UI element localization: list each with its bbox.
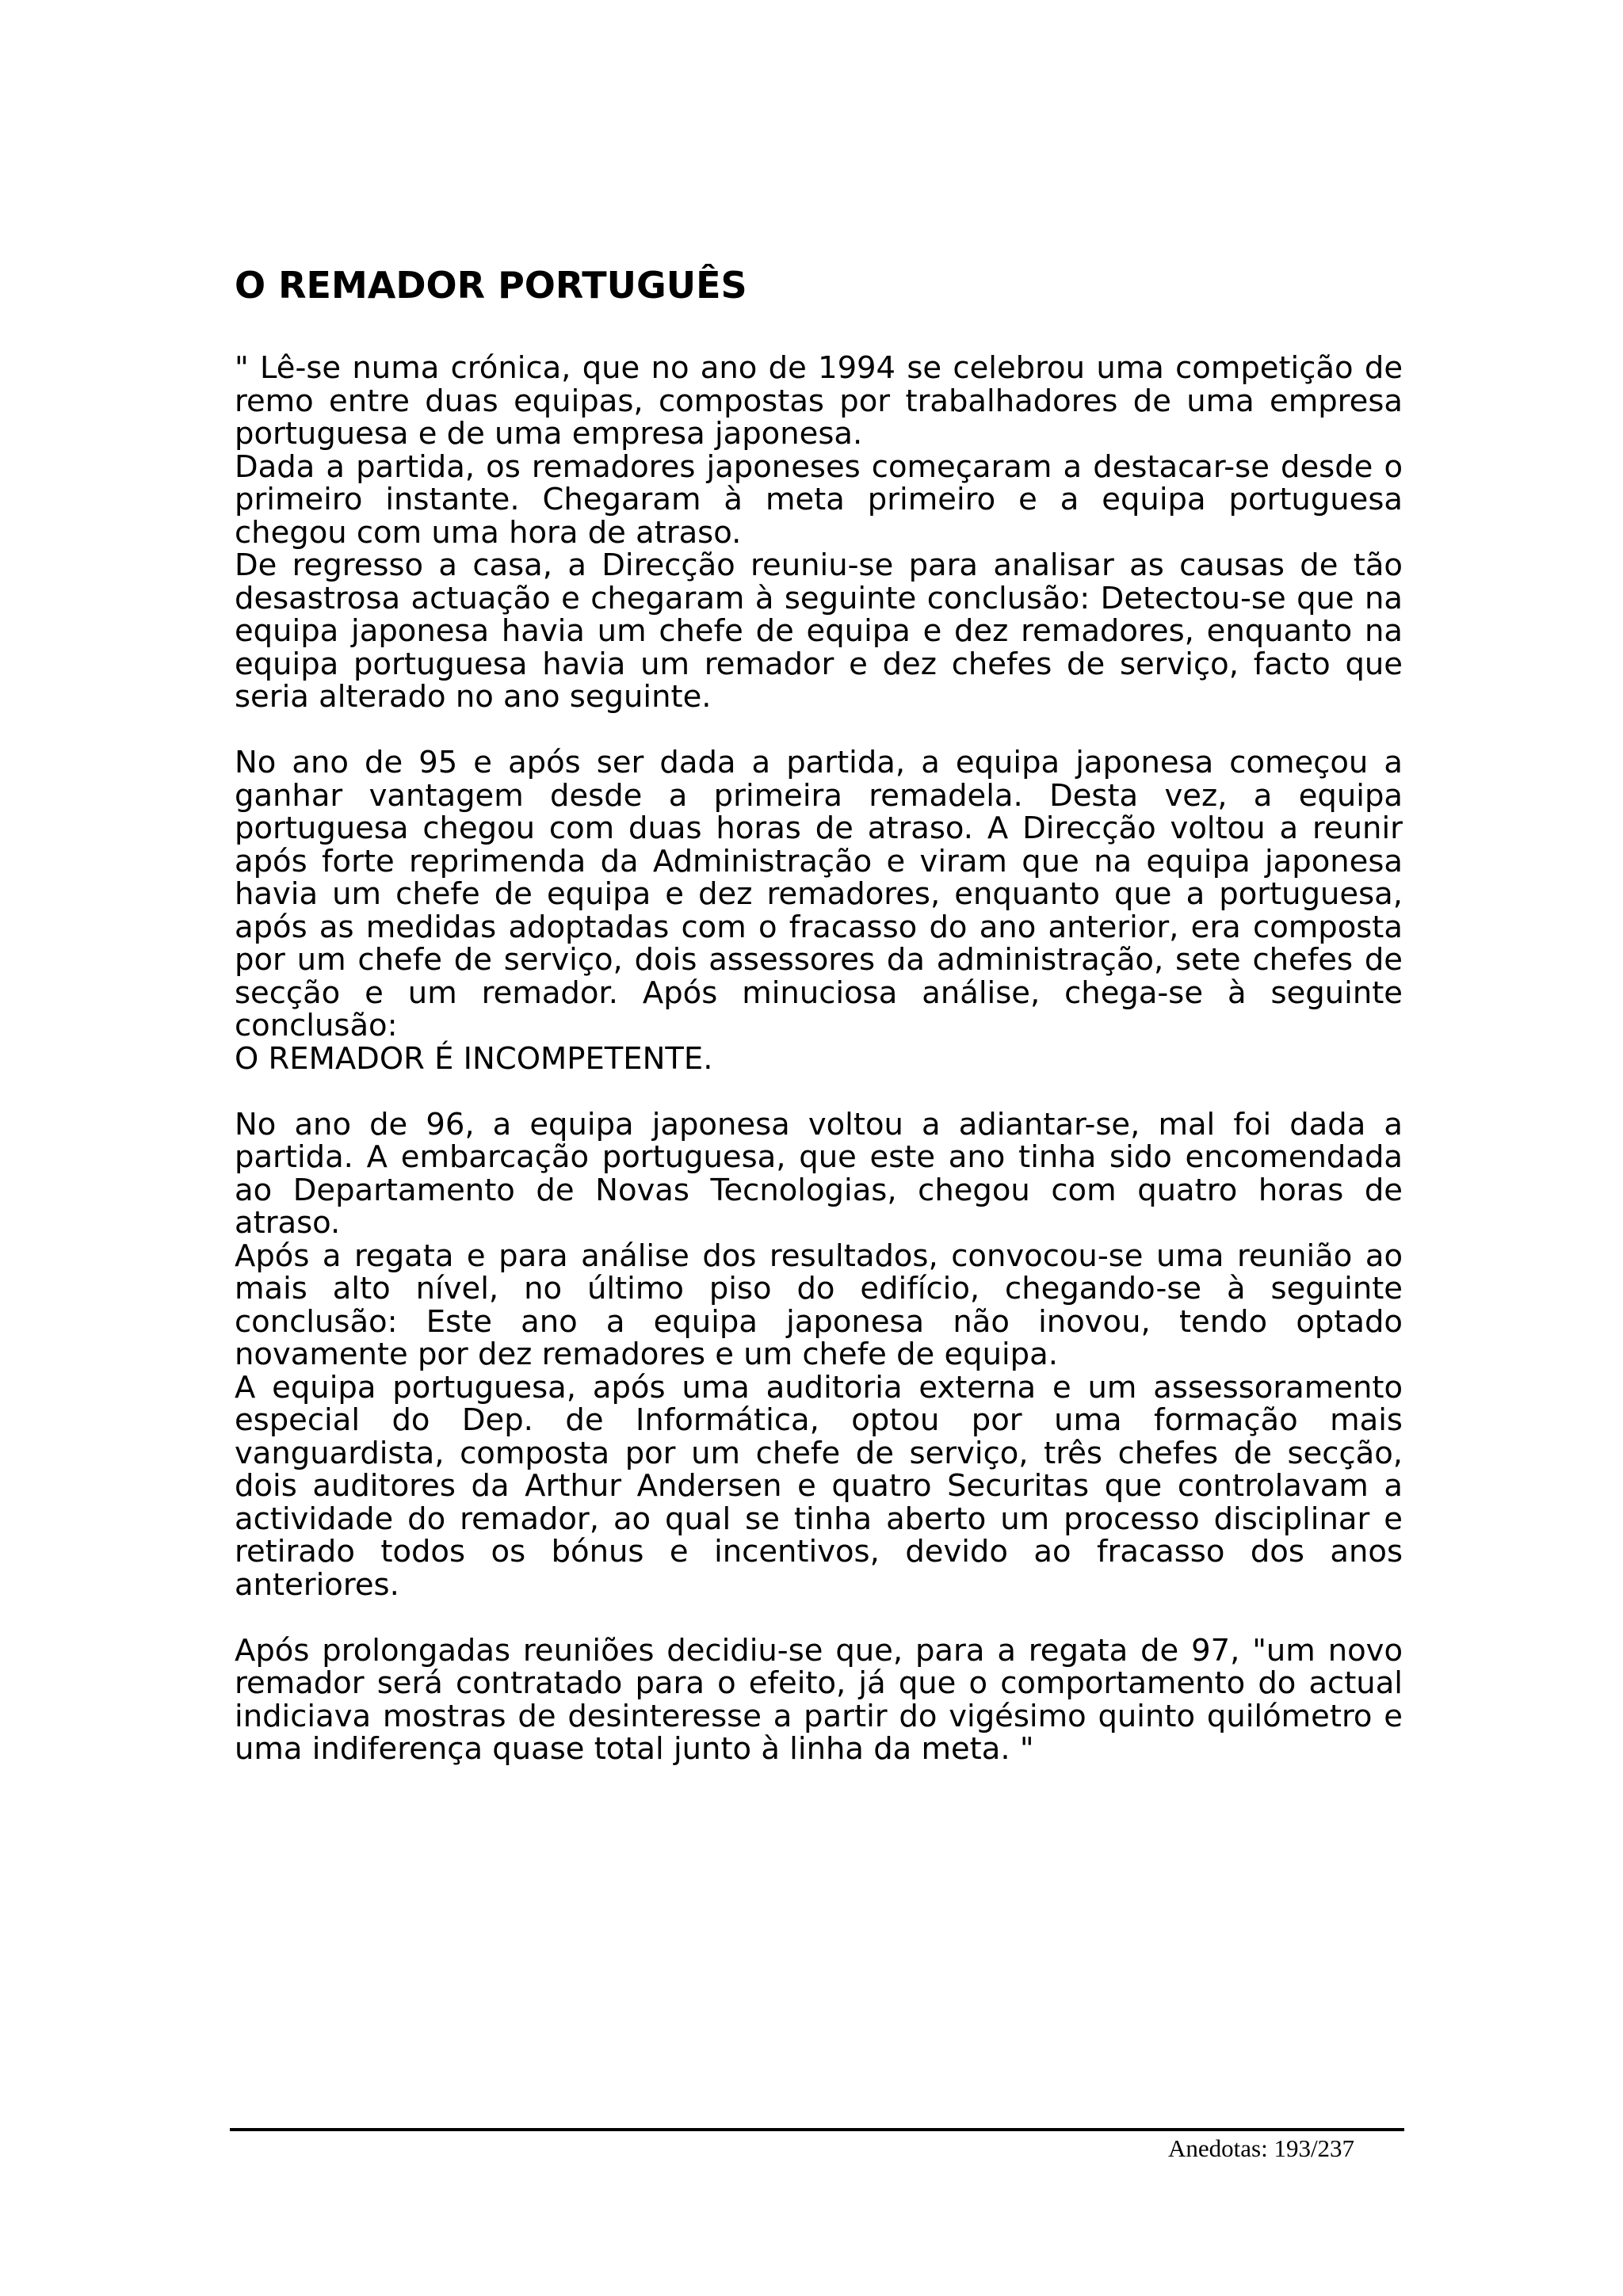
paragraph-race-1995: No ano de 95 e após ser dada a partida, a equipa japonesa começou a ganhar vantagem desde a primeira remadela. Desta vez, a equipa portuguesa chegou com duas horas de atraso. A Direcção voltou a reunir após forte reprimenda da Administração e viram que na equipa japonesa havia um chefe de equipa e dez remadores, enquanto que a portuguesa, após as medidas adoptadas com o fracasso do ano anterior, era composta por um chefe de serviço, dois assessores da administração, sete chefes de secção e um remador. Após minuciosa análise, chega-se à seguinte conclusão: xyxy=(235,745,1403,1043)
page-title: O REMADOR PORTUGUÊS xyxy=(235,264,747,307)
paragraph-conclusion-1994: De regresso a casa, a Direcção reuniu-se para analisar as causas de tão desastrosa actuação e chegaram à seguinte conclusão: Detectou-se que na equipa japonesa havia um chefe de equipa e dez remadores, enquanto na equipa portuguesa havia um remador e dez chefes de serviço, facto que seria alterado no ano seguinte. xyxy=(235,547,1403,715)
paragraph-formation-1996: A equipa portuguesa, após uma auditoria externa e um assessoramento especial do Dep. de Informática, optou por uma formação mais vanguardista, composta por um chefe de serviço, três chefes de secção, dois auditores da Arthur Andersen e quatro Securitas que controlavam a actividade do remador, ao qual se tinha aberto um processo disciplinar e retirado todos os bónus e incentivos, devido ao fracasso dos anos anteriores. xyxy=(235,1369,1403,1603)
footer-rule xyxy=(230,2128,1404,2131)
paragraph-race-1994: Dada a partida, os remadores japoneses começaram a destacar-se desde o primeiro instante. Chegaram à meta primeiro e a equipa portuguesa chegou com uma hora de atraso. xyxy=(235,448,1403,551)
paragraph-verdict-1995: O REMADOR É INCOMPETENTE. xyxy=(235,1040,713,1077)
paragraph-decision-1997: Após prolongadas reuniões decidiu-se que, para a regata de 97, "um novo remador será contratado para o efeito, já que o comportamento do actual indiciava mostras de desinteresse a partir do vigésimo quinto quilómetro e uma indiferença quase total junto à linha da meta. " xyxy=(235,1632,1403,1767)
paragraph-meeting-1996: Após a regata e para análise dos resultados, convocou-se uma reunião ao mais alto nível, no último piso do edifício, chegando-se à seguinte conclusão: Este ano a equipa japonesa não inovou, tendo optado novamente por dez remadores e um chefe de equipa. xyxy=(235,1238,1403,1372)
paragraph-spacer xyxy=(235,1601,1403,1634)
document-body xyxy=(235,352,1403,1766)
paragraph-spacer xyxy=(235,1075,1403,1108)
paragraph-race-1996: No ano de 96, a equipa japonesa voltou a adiantar-se, mal foi dada a partida. A embarcação portuguesa, que este ano tinha sido encomendada ao Departamento de Novas Tecnologias, chegou com quatro horas de atraso. xyxy=(235,1106,1403,1241)
paragraph-spacer xyxy=(235,714,1403,747)
page-number-label: Anedotas: 193/237 xyxy=(1168,2134,1355,2162)
paragraph-intro: " Lê-se numa crónica, que no ano de 1994 se celebrou uma competição de remo entre duas equipas, compostas por trabalhadores de uma empresa portuguesa e de uma empresa japonesa. xyxy=(235,350,1403,452)
